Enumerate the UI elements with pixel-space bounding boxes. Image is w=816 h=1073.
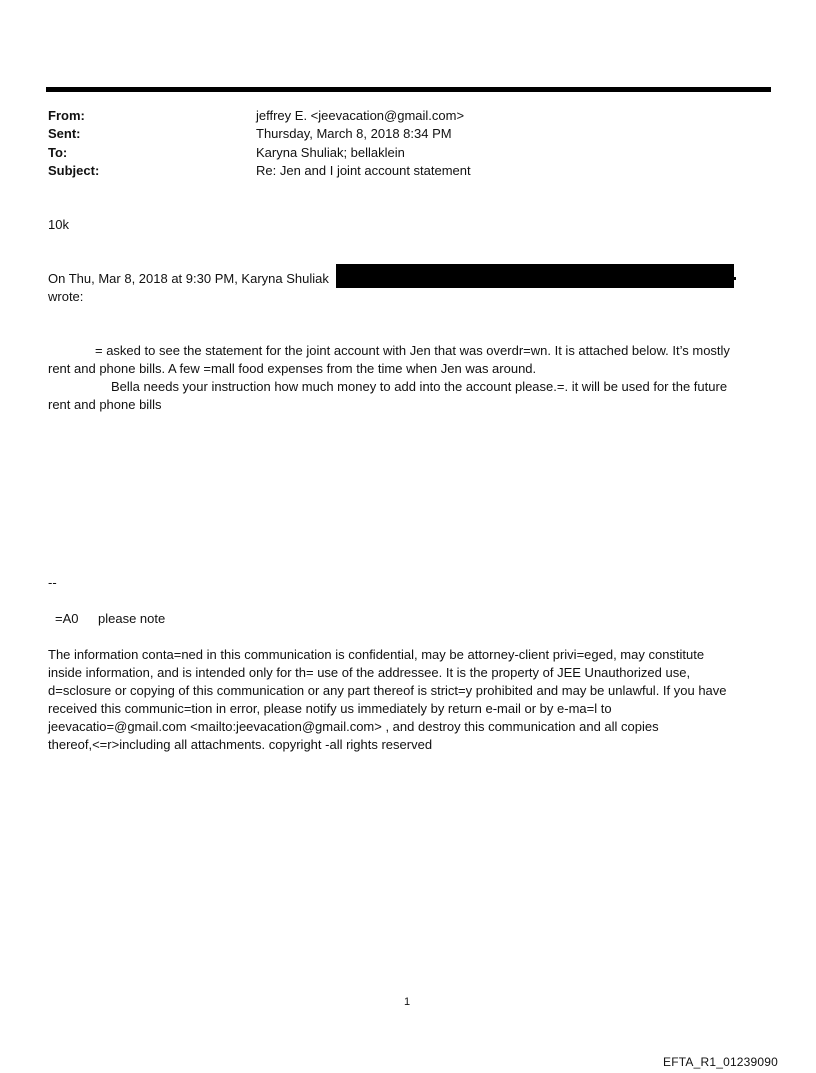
disclaimer-line: jeevacatio=@gmail.com <mailto:jeevacation@gmail.com> , and destroy this communication and all copies xyxy=(48,719,659,734)
signature-separator: -- xyxy=(48,575,57,590)
para2-line1: Bella needs your instruction how much money to add into the account please.=. it will be used for the future xyxy=(111,379,728,394)
note-text: please note xyxy=(98,611,166,626)
subject-value: Re: Jen and I joint account statement xyxy=(256,163,471,178)
from-label: From: xyxy=(48,108,85,123)
sent-value: Thursday, March 8, 2018 8:34 PM xyxy=(256,126,452,141)
page-number: 1 xyxy=(404,996,411,1008)
to-value: Karyna Shuliak; bellaklein xyxy=(256,145,405,160)
quote-intro-line2: wrote: xyxy=(48,289,84,304)
sent-label: Sent: xyxy=(48,126,81,141)
note-prefix: =A0 xyxy=(55,611,79,626)
disclaimer-line: received this communic=tion in error, please notify us immediately by return e-mail or by e-ma=l to xyxy=(48,701,612,716)
reply-text: 10k xyxy=(48,217,69,232)
header-rule xyxy=(46,87,771,92)
para2-line2: rent and phone bills xyxy=(48,397,162,412)
para1-line1: = asked to see the statement for the joint account with Jen that was overdr=wn. It is attached below. It’s mostly xyxy=(95,343,730,358)
from-value: jeffrey E. <jeevacation@gmail.com> xyxy=(256,108,465,123)
disclaimer-line: inside information, and is intended only for th= use of the addressee. It is the property of JEE Unauthorized use, xyxy=(48,665,691,680)
to-label: To: xyxy=(48,145,68,160)
subject-label: Subject: xyxy=(48,163,100,178)
disclaimer-line: The information conta=ned in this communication is confidential, may be attorney-client privi=eged, may constitute xyxy=(48,647,705,662)
redaction-artifact xyxy=(733,277,736,280)
quote-intro-line1: On Thu, Mar 8, 2018 at 9:30 PM, Karyna Shuliak xyxy=(48,271,329,286)
disclaimer-line: thereof,<=r>including all attachments. copyright -all rights reserved xyxy=(48,737,433,752)
bates-number: EFTA_R1_01239090 xyxy=(663,1055,779,1069)
redaction-block xyxy=(336,264,734,288)
disclaimer-line: d=sclosure or copying of this communication or any part thereof is strict=y prohibited and may be unlawful. If you have xyxy=(48,683,727,698)
para1-line2: rent and phone bills. A few =mall food expenses from the time when Jen was around. xyxy=(48,361,537,376)
